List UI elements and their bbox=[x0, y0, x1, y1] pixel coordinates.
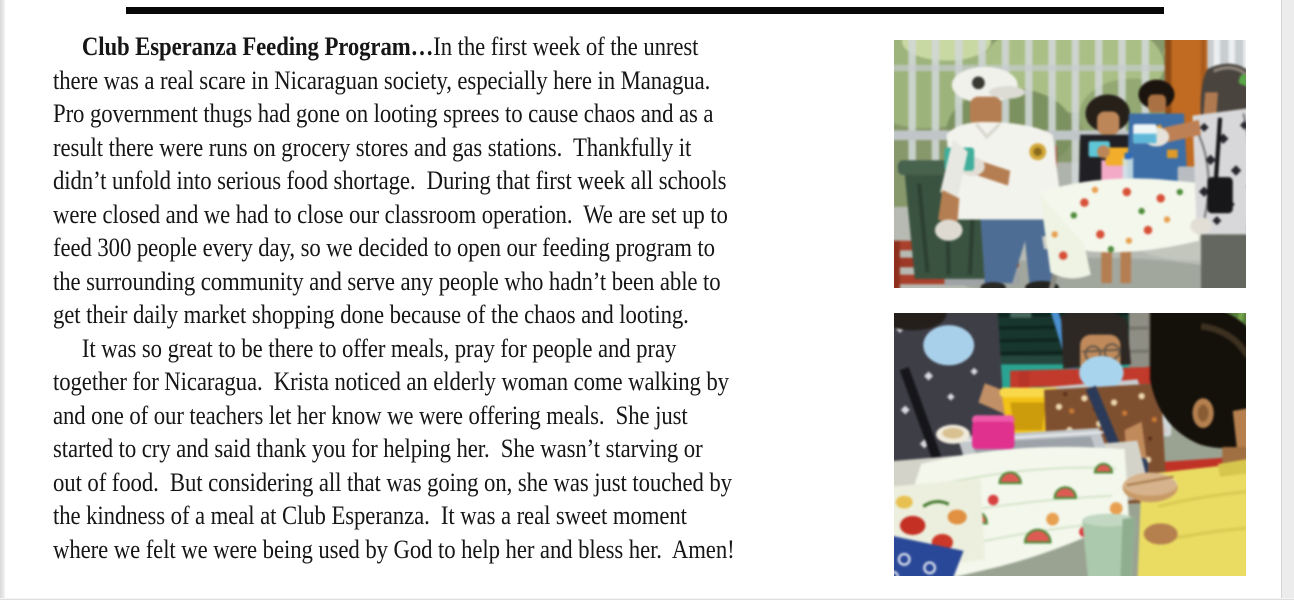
text-line: didn’t unfold into serious food shortage. During that first week all schools bbox=[53, 166, 727, 195]
text-line: get their daily market shopping done because of the chaos and looting. bbox=[53, 300, 689, 329]
page-gutter-left bbox=[0, 0, 5, 600]
article-heading: Club Esperanza Feeding Program… bbox=[81, 32, 434, 61]
paragraph-feeding-program bbox=[53, 30, 888, 332]
text-line: the kindness of a meal at Club Esperanza. It was a real sweet moment bbox=[53, 501, 687, 530]
page-gutter-right bbox=[1281, 0, 1294, 600]
text-line: started to cry and said thank you for helping her. She wasn’t starving or bbox=[53, 434, 703, 463]
text-line: together for Nicaragua. Krista noticed an elderly woman come walking by bbox=[53, 367, 729, 396]
article-column bbox=[53, 30, 888, 566]
text-line: Pro government thugs had gone on looting sprees to cause chaos and as a bbox=[53, 99, 714, 128]
text-line: and one of our teachers let her know we were offering meals. She just bbox=[53, 400, 688, 430]
text-line: Club Esperanza Feeding Program…In the first week of the unrest bbox=[81, 32, 699, 61]
text-line: out of food. But considering all that was going on, she was just touched by bbox=[53, 467, 732, 497]
text-line: where we felt we were being used by God to help her and bless her. Amen! bbox=[53, 534, 735, 564]
photo-outdoor-serving-line-graphic bbox=[894, 40, 1246, 288]
photo-masked-volunteers-serving-graphic bbox=[894, 313, 1246, 576]
text-line: result there were runs on grocery stores and gas stations. Thankfully it bbox=[53, 132, 692, 162]
text-line: there was a real scare in Nicaraguan society, especially here in Managua. bbox=[53, 65, 711, 95]
photo-masked-volunteers-serving bbox=[894, 313, 1246, 576]
section-divider-rule bbox=[126, 7, 1164, 14]
paragraph-elderly-woman bbox=[53, 332, 888, 567]
text-line: were closed and we had to close our classroom operation. We are set up to bbox=[53, 199, 728, 229]
text-line: feed 300 people every day, so we decided to open our feeding program to bbox=[53, 233, 715, 262]
text-line: It was so great to be there to offer meals, pray for people and pray bbox=[81, 333, 677, 363]
text-line: the surrounding community and serve any people who hadn’t been able to bbox=[53, 266, 721, 296]
photo-outdoor-serving-line bbox=[894, 40, 1246, 288]
